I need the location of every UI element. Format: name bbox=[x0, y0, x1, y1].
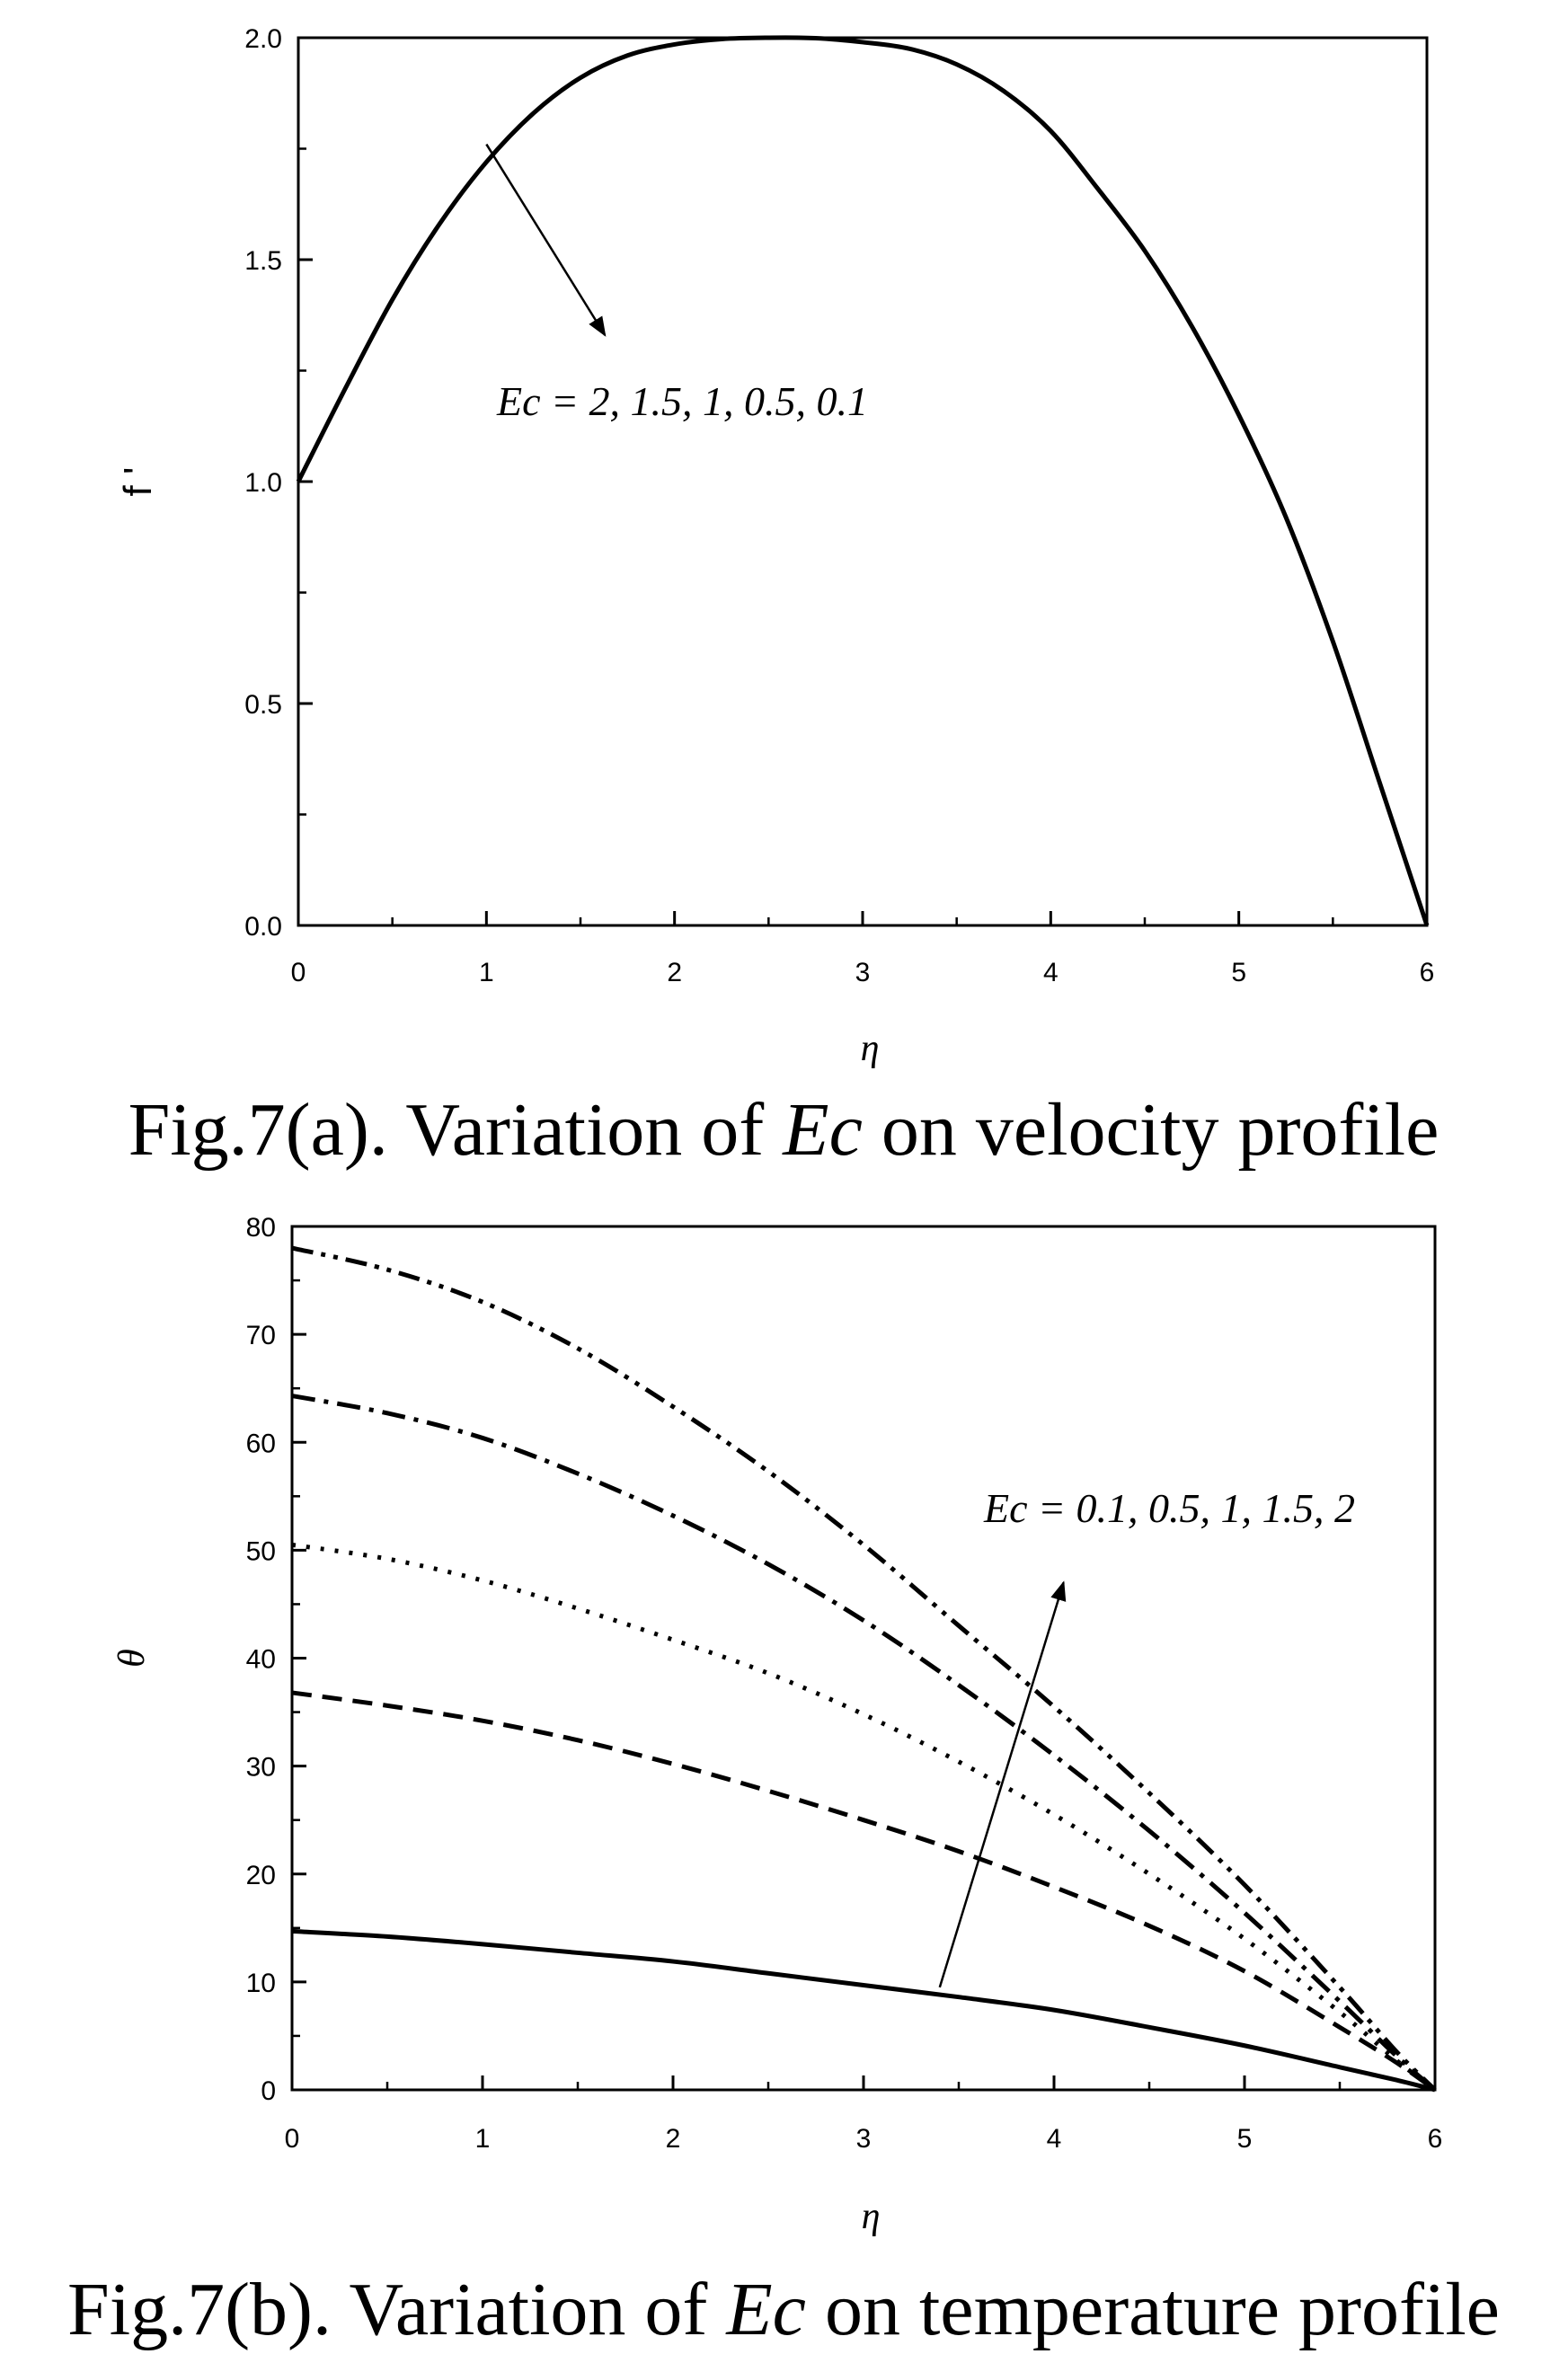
series-line-1 bbox=[298, 38, 1427, 925]
y-tick-label: 10 bbox=[245, 1968, 276, 1998]
x-tick-label: 2 bbox=[665, 2124, 681, 2154]
y-tick-label: 0.0 bbox=[244, 912, 282, 942]
x-tick-label: 4 bbox=[1046, 2124, 1062, 2154]
x-axis-title: η bbox=[860, 1028, 880, 1069]
annotation-label: Ec = 2, 1.5, 1, 0.5, 0.1 bbox=[497, 378, 869, 424]
y-tick-label: 70 bbox=[245, 1321, 276, 1351]
y-tick-label: 60 bbox=[245, 1429, 276, 1459]
y-tick-label: 50 bbox=[245, 1536, 276, 1567]
plot-frame bbox=[298, 38, 1427, 925]
y-axis-title: θ bbox=[111, 1649, 153, 1668]
series-line-3 bbox=[292, 1544, 1435, 2090]
x-tick-label: 2 bbox=[667, 958, 683, 987]
x-tick-label: 1 bbox=[474, 2124, 491, 2154]
x-tick-label: 0 bbox=[290, 958, 306, 987]
y-axis-title: f ' bbox=[116, 466, 160, 497]
y-tick-label: 40 bbox=[245, 1644, 276, 1675]
annotation-label: Ec = 0.1, 0.5, 1, 1.5, 2 bbox=[984, 1485, 1356, 1531]
y-tick-label: 1.0 bbox=[244, 468, 282, 498]
x-tick-label: 5 bbox=[1236, 2124, 1253, 2154]
velocity-chart bbox=[116, 24, 1434, 1069]
y-tick-label: 80 bbox=[245, 1213, 276, 1243]
plot-frame bbox=[292, 1226, 1435, 2090]
annotation-arrow bbox=[940, 1582, 1064, 1987]
x-tick-label: 4 bbox=[1042, 958, 1059, 987]
y-tick-label: 2.0 bbox=[244, 24, 282, 54]
y-tick-label: 30 bbox=[245, 1752, 276, 1783]
y-tick-label: 0.5 bbox=[244, 690, 282, 720]
y-tick-label: 1.5 bbox=[244, 246, 282, 276]
series-line-2 bbox=[292, 1693, 1435, 2090]
x-tick-label: 3 bbox=[855, 958, 871, 987]
temperature-chart bbox=[111, 1213, 1442, 2237]
x-tick-label: 3 bbox=[855, 2124, 872, 2154]
x-axis-title: η bbox=[861, 2196, 881, 2237]
x-tick-label: 1 bbox=[478, 958, 494, 987]
series-line-5 bbox=[292, 1248, 1435, 2090]
y-tick-label: 0 bbox=[261, 2076, 276, 2106]
caption-b: Fig.7(b). Variation of Ec on temperature profile bbox=[67, 2268, 1500, 2351]
x-tick-label: 6 bbox=[1427, 2124, 1443, 2154]
y-tick-label: 20 bbox=[245, 1860, 276, 1890]
caption-a: Fig.7(a). Variation of Ec on velocity profile bbox=[128, 1088, 1440, 1172]
x-tick-label: 0 bbox=[284, 2124, 300, 2154]
annotation-arrow bbox=[486, 145, 605, 335]
x-tick-label: 5 bbox=[1231, 958, 1247, 987]
x-tick-label: 6 bbox=[1419, 958, 1435, 987]
